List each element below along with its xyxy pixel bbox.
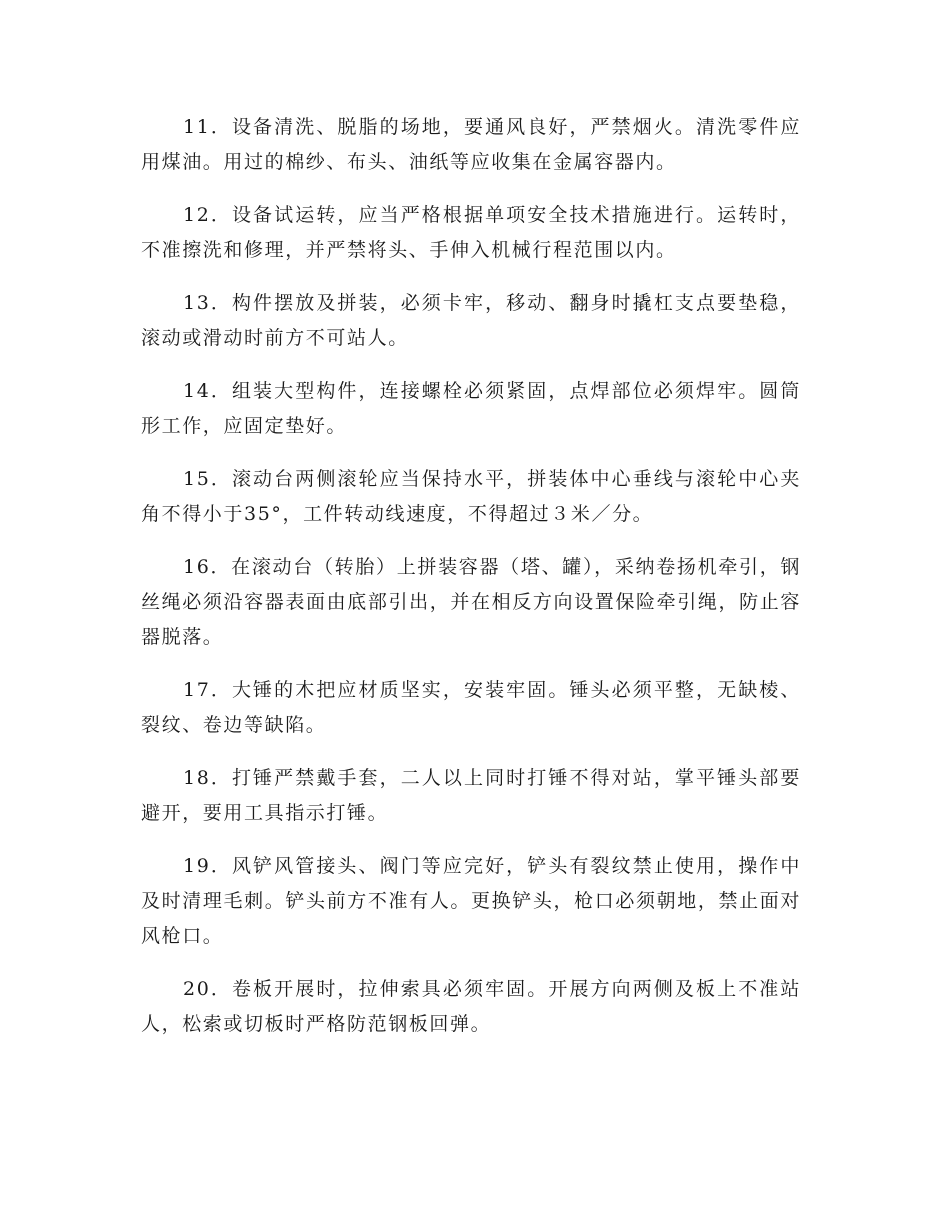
paragraph-14: 14．组装大型构件，连接螺栓必须紧固，点焊部位必须焊牢。圆筒形工作，应固定垫好。	[141, 380, 801, 437]
paragraph-15: 15．滚动台两侧滚轮应当保持水平，拼装体中心垂线与滚轮中心夹角不得小于35°，工件转动线速度，不得超过３米／分。	[141, 468, 801, 525]
paragraph-18: 18．打锤严禁戴手套，二人以上同时打锤不得对站，掌平锤头部要避开，要用工具指示打锤。	[141, 767, 801, 824]
paragraph-20: 20．卷板开展时，拉伸索具必须牢固。开展方向两侧及板上不准站人，松索或切板时严格防范钢板回弹。	[141, 978, 801, 1035]
paragraph-17: 17．大锤的木把应材质坚实，安装牢固。锤头必须平整，无缺棱、裂纹、卷边等缺陷。	[141, 679, 801, 736]
paragraph-12: 12．设备试运转，应当严格根据单项安全技术措施进行。运转时，不准擦洗和修理，并严禁将头、手伸入机械行程范围以内。	[141, 204, 801, 261]
paragraph-11: 11．设备清洗、脱脂的场地，要通风良好，严禁烟火。清洗零件应用煤油。用过的棉纱、布头、油纸等应收集在金属容器内。	[141, 116, 801, 173]
paragraph-16: 16．在滚动台（转胎）上拼装容器（塔、罐），采纳卷扬机牵引，钢丝绳必须沿容器表面由底部引出，并在相反方向设置保险牵引绳，防止容器脱落。	[141, 556, 801, 648]
document-body	[141, 110, 801, 1060]
paragraph-19: 19．风铲风管接头、阀门等应完好，铲头有裂纹禁止使用，操作中及时清理毛刺。铲头前方不准有人。更换铲头，枪口必须朝地，禁止面对风枪口。	[141, 855, 801, 947]
paragraph-13: 13．构件摆放及拼装，必须卡牢，移动、翻身时撬杠支点要垫稳，滚动或滑动时前方不可站人。	[141, 292, 801, 349]
